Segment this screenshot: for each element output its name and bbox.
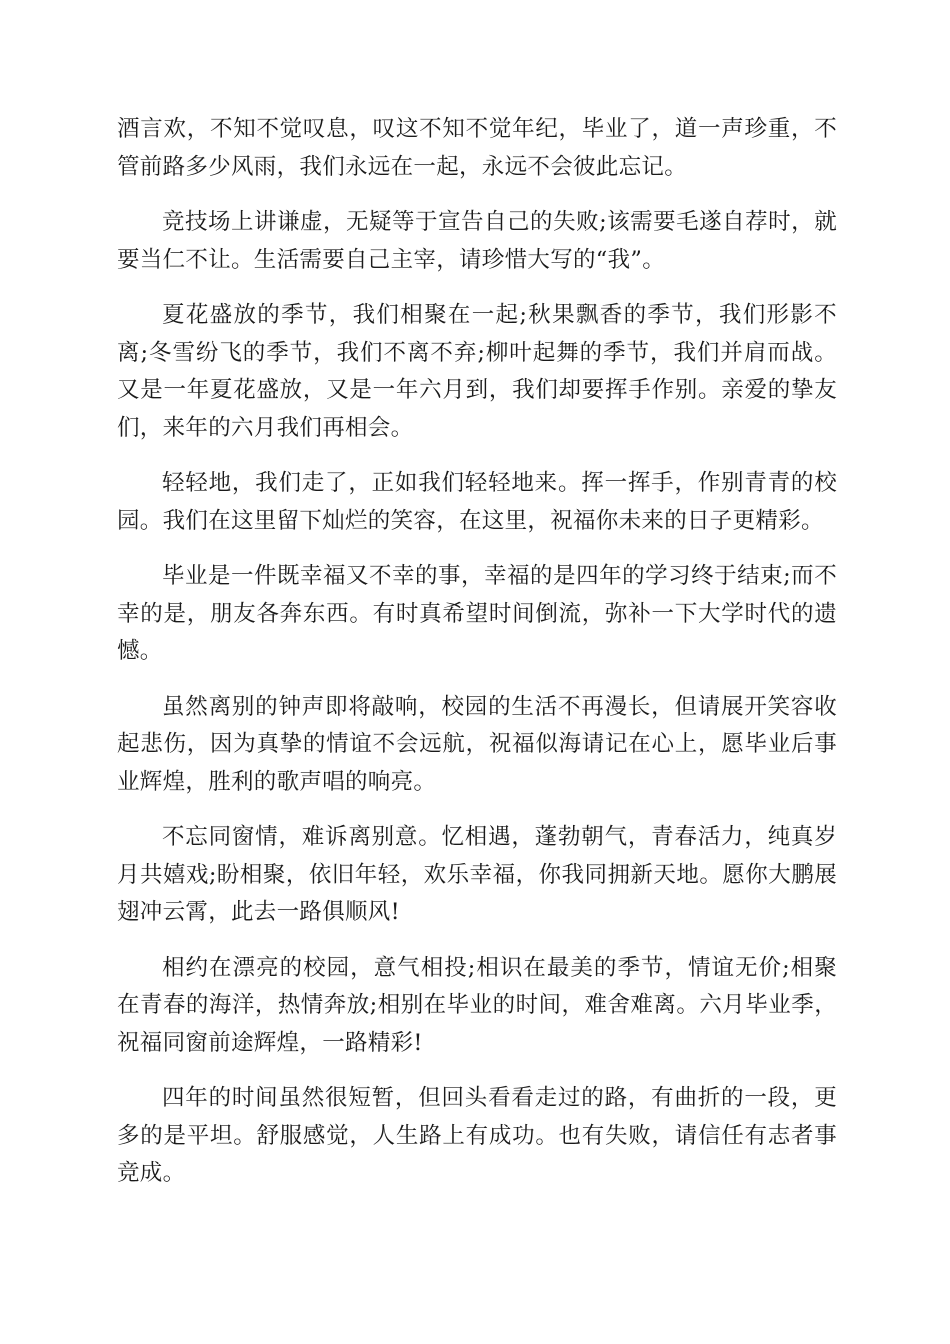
paragraph: 夏花盛放的季节，我们相聚在一起;秋果飘香的季节，我们形影不离;冬雪纷飞的季节，我们不离不弃;柳叶起舞的季节，我们并肩而战。又是一年夏花盛放，又是一年六月到，我们却要挥手作别。亲爱的挚友们，来年的六月我们再相会。 xyxy=(117,302,837,441)
paragraph: 酒言欢，不知不觉叹息，叹这不知不觉年纪，毕业了，道一声珍重，不管前路多少风雨，我们永远在一起，永远不会彼此忘记。 xyxy=(117,116,837,180)
paragraph: 虽然离别的钟声即将敲响，校园的生活不再漫长，但请展开笑容收起悲伤，因为真挚的情谊不会远航，祝福似海请记在心上，愿毕业后事业辉煌，胜利的歌声唱的响亮。 xyxy=(117,693,837,795)
paragraph: 轻轻地，我们走了，正如我们轻轻地来。挥一挥手，作别青青的校园。我们在这里留下灿烂的笑容，在这里，祝福你未来的日子更精彩。 xyxy=(117,470,837,534)
paragraph: 毕业是一件既幸福又不幸的事，幸福的是四年的学习终于结束;而不幸的是，朋友各奔东西。有时真希望时间倒流，弥补一下大学时代的遗憾。 xyxy=(117,563,837,664)
document-body xyxy=(117,111,837,1211)
paragraph: 竞技场上讲谦虚，无疑等于宣告自己的失败;该需要毛遂自荐时，就要当仁不让。生活需要自己主宰，请珍惜大写的“我”。 xyxy=(117,209,837,273)
paragraph: 四年的时间虽然很短暂，但回头看看走过的路，有曲折的一段，更多的是平坦。舒服感觉，人生路上有成功。也有失败，请信任有志者事竞成。 xyxy=(117,1085,837,1186)
paragraph: 相约在漂亮的校园，意气相投;相识在最美的季节，情谊无价;相聚在青春的海洋，热情奔放;相别在毕业的时间，难舍难离。六月毕业季，祝福同窗前途辉煌，一路精彩! xyxy=(117,954,837,1056)
paragraph: 不忘同窗情，难诉离别意。忆相遇，蓬勃朝气，青春活力，纯真岁月共嬉戏;盼相聚，依旧年轻，欢乐幸福，你我同拥新天地。愿你大鹏展翅冲云霄，此去一路俱顺风! xyxy=(117,824,837,925)
